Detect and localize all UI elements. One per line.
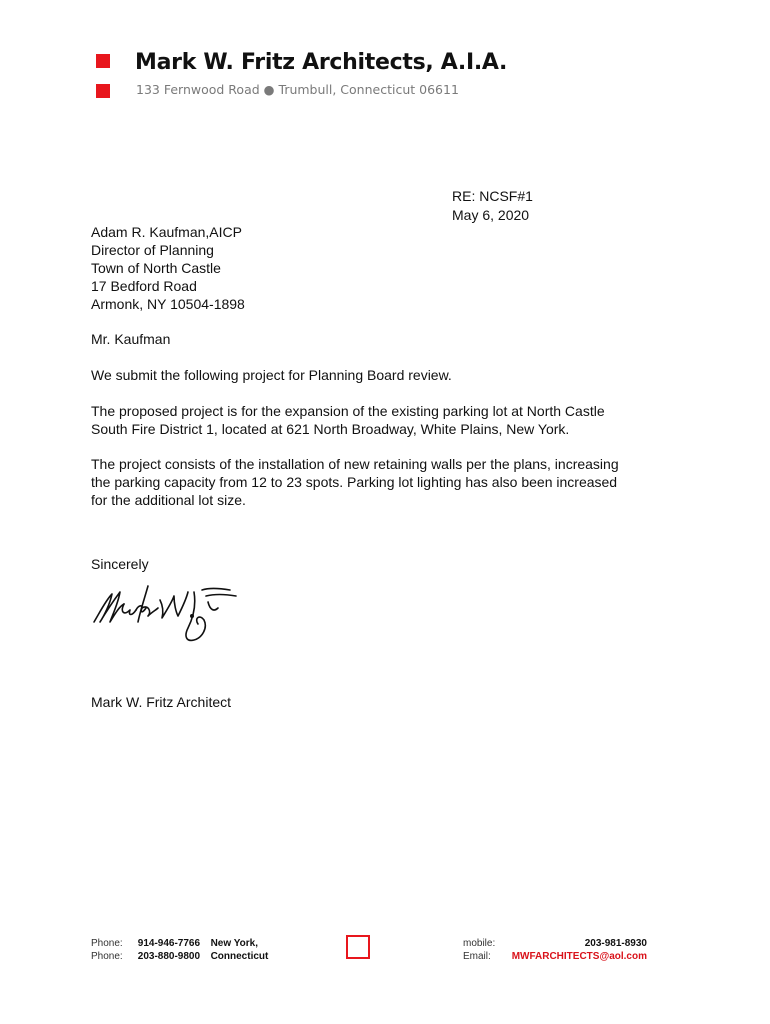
paragraph-project-location [91, 402, 681, 438]
recipient-street: 17 Bedford Road [91, 278, 197, 294]
email-label: Email: [463, 951, 491, 962]
footer-phone-row [91, 950, 268, 963]
mobile-label: mobile: [463, 938, 496, 949]
paragraph-project-scope [91, 455, 681, 509]
recipient-address [91, 223, 245, 313]
handwritten-signature [90, 582, 240, 654]
re-line: RE: NCSF#1 [452, 188, 533, 204]
mobile-number: 203-981-8930 [584, 938, 647, 949]
footer-logo-box [346, 935, 370, 959]
paragraph-line: South Fire District 1, located at 621 North Broadway, White Plains, New York. [91, 421, 570, 437]
logo-square-top [96, 54, 110, 68]
paragraph-line: for the additional lot size. [91, 492, 246, 508]
logo-square-bottom [96, 84, 110, 98]
paragraph-line: the parking capacity from 12 to 23 spots. Parking lot lighting has also been increased [91, 474, 618, 490]
signer-name: Mark W. Fritz Architect [91, 694, 232, 710]
recipient-name: Adam R. Kaufman,AICP [91, 224, 242, 240]
footer-contact [463, 937, 647, 963]
footer-phones [91, 937, 268, 963]
paragraph-intro: We submit the following project for Planning Board review. [91, 367, 452, 383]
paragraph-line: The project consists of the installation of new retaining walls per the plans, increasing [91, 456, 619, 472]
paragraph-line: The proposed project is for the expansion of the existing parking lot at North Castle [91, 403, 605, 419]
recipient-city: Armonk, NY 10504-1898 [91, 296, 245, 312]
phone-location-ny: New York, [210, 938, 258, 949]
salutation: Mr. Kaufman [91, 331, 171, 347]
letter-date: May 6, 2020 [452, 207, 530, 223]
email-link[interactable]: MWFARCHITECTS@aol.com [511, 951, 647, 962]
footer-mobile-row [463, 937, 647, 950]
phone-label: Phone: [91, 938, 123, 949]
phone-label: Phone: [91, 951, 123, 962]
phone-location-ct: Connecticut [210, 951, 269, 962]
reference-block [452, 187, 533, 225]
phone-number-ct: 203-880-9800 [137, 951, 201, 962]
footer-email-row [463, 950, 647, 963]
firm-address: 133 Fernwood Road ● Trumbull, Connecticut 06611 [136, 82, 459, 97]
recipient-organization: Town of North Castle [91, 260, 221, 276]
phone-number-ny: 914-946-7766 [137, 938, 201, 949]
footer-phone-row [91, 937, 268, 950]
closing: Sincerely [91, 556, 149, 572]
recipient-title: Director of Planning [91, 242, 214, 258]
firm-name: Mark W. Fritz Architects, A.I.A. [135, 50, 508, 75]
